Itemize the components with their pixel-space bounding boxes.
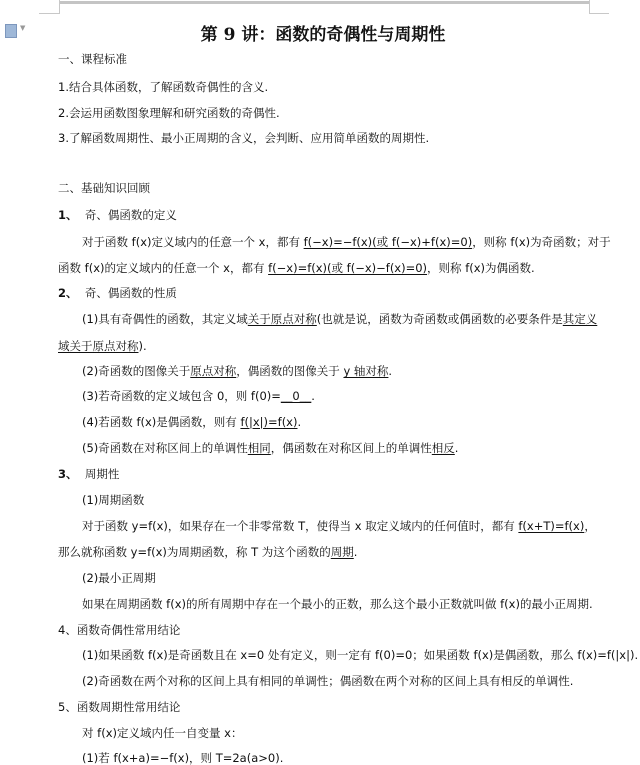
text-span: . (311, 389, 315, 403)
paragraph: 对 f(x)定义域内任一自变量 x： (82, 726, 243, 740)
text-span: 关于原点对称 (247, 312, 317, 326)
text-span: __0__ (280, 389, 312, 403)
margin-corner-mark (589, 0, 590, 14)
paragraph (82, 389, 315, 403)
subheading (58, 467, 119, 481)
text-span: (3)若奇函数的定义域包含 0，则 f(0)= (82, 389, 281, 403)
list-item: 3.了解函数周期性、最小正周期的含义，会判断、应用简单函数的周期性. (58, 131, 430, 145)
text-span: . (353, 545, 358, 559)
text-span: 那么就称函数 y=f(x)为周期函数，称 T 为这个函数的 (58, 545, 331, 559)
subheading: 4、函数奇偶性常用结论 (58, 623, 181, 637)
text-span: ). (138, 339, 147, 353)
paragraph: (1)如果函数 f(x)是奇函数且在 x=0 处有定义，则一定有 f(0)=0；如果函数 f(x)是偶函数，那么 f(x)=f(|x|). (82, 648, 639, 662)
text-span: ，偶函数在对称区间上的单调性 (270, 441, 432, 455)
chevron-down-icon[interactable]: ▼ (20, 24, 26, 32)
text-span: 相同 (247, 441, 271, 455)
subheading: 5、函数周期性常用结论 (58, 700, 181, 714)
heading-number: 1、 (58, 208, 78, 222)
paragraph (58, 545, 357, 559)
paragraph: (2)最小正周期 (82, 571, 156, 585)
section-heading: 二、基础知识回顾 (58, 181, 150, 195)
paragraph (82, 312, 597, 326)
text-span: f(−x)=−f(x)(或 f(−x)+f(x)=0) (303, 235, 473, 249)
paragraph: 如果在周期函数 f(x)的所有周期中存在一个最小的正数，那么这个最小正数就叫做 f(x)的最小正周期. (82, 597, 593, 611)
subheading (58, 208, 177, 222)
text-span: 原点对称 (190, 364, 237, 378)
paragraph: (2)奇函数在两个对称的区间上具有相同的单调性；偶函数在两个对称的区间上具有相反的单调性. (82, 674, 574, 688)
text-span: 其定义 (562, 312, 598, 326)
text-span: f(x+T)=f(x) (518, 519, 585, 533)
text-span: 函数 f(x)的定义域内的任意一个 x，都有 (58, 261, 269, 275)
text-span: . (388, 364, 393, 378)
text-span: 奇、偶函数的性质 (84, 286, 177, 300)
paragraph: (1)周期函数 (82, 493, 145, 507)
text-span: 对于函数 y=f(x)，如果存在一个非零常数 T，使得当 x 取定义域内的任何值时，都有 (82, 519, 519, 533)
paragraph (58, 261, 535, 275)
paragraph (82, 441, 458, 455)
subheading (58, 286, 177, 300)
section-heading: 一、课程标准 (58, 52, 127, 66)
paragraph (58, 339, 147, 353)
text-span: 域关于原点对称 (58, 339, 139, 353)
margin-corner-mark (39, 13, 59, 14)
text-span: f(|x|)=f(x) (240, 415, 298, 429)
text-span: ， (584, 519, 596, 533)
page-top-edge (59, 1, 589, 4)
text-span: ，偶函数的图像关于 (236, 364, 344, 378)
page-title: 第 9 讲：函数的奇偶性与周期性 (200, 25, 446, 45)
list-item: 2.会运用函数图象理解和研究函数的奇偶性. (58, 106, 280, 120)
text-span: 3、 (58, 467, 78, 481)
text-span: ，则称 f(x)为偶函数. (427, 261, 535, 275)
paragraph (82, 364, 392, 378)
paragraph (82, 415, 301, 429)
text-span: (4)若函数 f(x)是偶函数，则有 (82, 415, 241, 429)
text-span: (5)奇函数在对称区间上的单调性 (82, 441, 248, 455)
text-span: 周期性 (84, 467, 120, 481)
text-span: y 轴对称 (343, 364, 389, 378)
text-span: f(−x)=f(x)(或 f(−x)−f(x)=0) (268, 261, 428, 275)
text-span: 对于函数 f(x)定义域内的任意一个 x，都有 (82, 235, 304, 249)
text-span: ，则称 f(x)为奇函数；对于 (472, 235, 611, 249)
text-span: 相反 (431, 441, 455, 455)
margin-corner-mark (589, 13, 609, 14)
margin-corner-mark (59, 0, 60, 14)
list-item: 1.结合具体函数，了解函数奇偶性的含义. (58, 80, 269, 94)
text-span: (1)具有奇偶性的函数，其定义域 (82, 312, 248, 326)
paragraph (82, 519, 596, 533)
text-span: (2)奇函数的图像关于 (82, 364, 191, 378)
heading-text: 奇、偶函数的定义 (84, 208, 177, 222)
text-span: . (297, 415, 302, 429)
paragraph (82, 235, 611, 249)
text-span: 2、 (58, 286, 78, 300)
paragraph: (1)若 f(x+a)=−f(x)，则 T=2a(a>0). (82, 751, 284, 765)
text-span: . (454, 441, 459, 455)
text-span: (也就是说，函数为奇函数或偶函数的必要条件是 (316, 312, 563, 326)
text-span: 周期 (330, 545, 354, 559)
